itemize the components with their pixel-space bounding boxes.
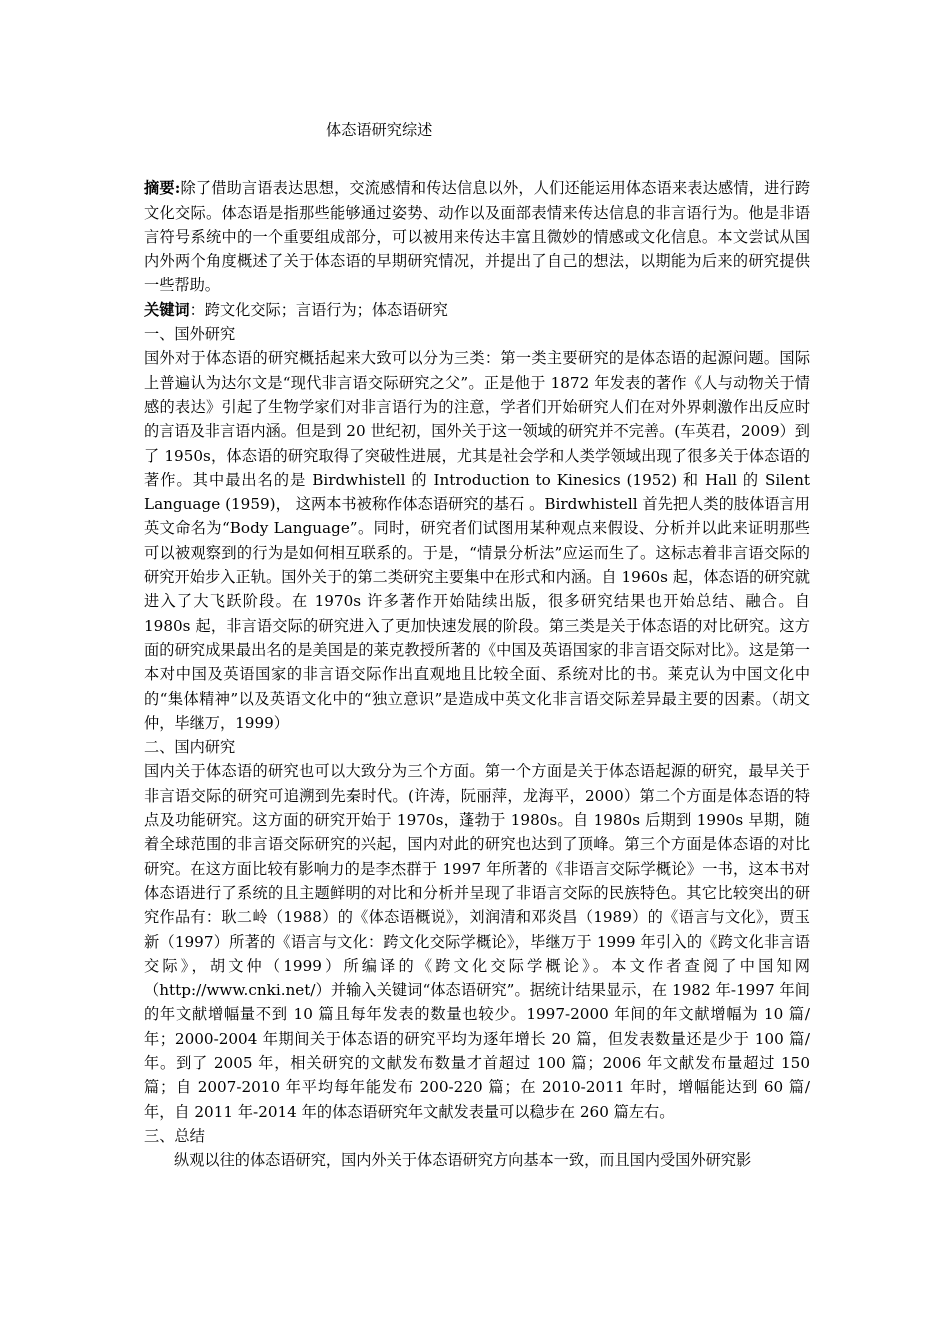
keywords-text: ：跨文化交际；言语行为；体态语研究 bbox=[189, 300, 448, 319]
section-heading-summary: 三、总结 bbox=[144, 1126, 205, 1145]
keywords-paragraph bbox=[144, 298, 810, 322]
section-heading-domestic: 二、国内研究 bbox=[144, 738, 236, 757]
keywords-label: 关键词 bbox=[144, 300, 190, 319]
abstract-label: 摘要: bbox=[144, 179, 181, 198]
section-body-summary: 纵观以往的体态语研究，国内外关于体态语研究方向基本一致，而且国内受国外研究影 bbox=[174, 1151, 752, 1170]
section-body-domestic: 国内关于体态语的研究也可以大致分为三个方面。第一个方面是关于体态语起源的研究，最早关于非言语交际的研究可追溯到先秦时代。(许涛，阮丽萍，龙海平，2000）第二个方面是体态语的特点及功能研究。这方面的研究开始于 1970s，蓬勃于 1980s。自 1980s 后期到 1990s 早期，随着全球范围的非言语交际研究的兴起，国内对此的研究也达到了顶峰。第三个方面是体态语的对比研究。在这方面比较有影响力的是李杰群于 1997 年所著的《非语言交际学概论》一书，这本书对体态语进行了系统的且主题鲜明的对比和分析并呈现了非语言交际的民族特色。其它比较突出的研究作品有：耿二岭（1988）的《体态语概说》，刘润清和邓炎昌（1989）的《语言与文化》，贾玉新（1997）所著的《语言与文化：跨文化交际学概论》，毕继万于 1999 年引入的《跨文化非言语交际》，胡文仲（1999）所编译的《跨文化交际学概论》。本文作者查阅了中国知网（http://www.cnki.net/）并输入关键词“体态语研究”。据统计结果显示，在 1982 年-1997 年间的年文献增幅量不到 10 篇且每年发表的数量也较少。1997-2000 年间的年文献增幅为 10 篇/年；2000-2004 年期间关于体态语的研究平均为逐年增长 20 篇，但发表数量还是少于 100 篇/年。到了 2005 年，相关研究的文献发布数量才首超过 100 篇；2006 年文献发布量超过 150 篇；自 2007-2010 年平均每年能发布 200-220 篇；在 2010-2011 年时，增幅能达到 60 篇/年，自 2011 年-2014 年的体态语研究年文献发表量可以稳步在 260 篇左右。 bbox=[144, 762, 810, 1121]
abstract-text: 除了借助言语表达思想，交流感情和传达信息以外，人们还能运用体态语来表达感情，进行跨文化交际。体态语是指那些能够通过姿势、动作以及面部表情来传达信息的非言语行为。他是非语言符号系统中的一个重要组成部分，可以被用来传达丰富且微妙的情感或文化信息。本文尝试从国内外两个角度概述了关于体态语的早期研究情况，并提出了自己的想法，以期能为后来的研究提供一些帮助。 bbox=[144, 179, 811, 295]
document-page bbox=[144, 118, 810, 1172]
abstract-paragraph bbox=[144, 176, 810, 297]
section-heading-foreign: 一、国外研究 bbox=[144, 325, 236, 344]
section-body-foreign: 国外对于体态语的研究概括起来大致可以分为三类：第一类主要研究的是体态语的起源问题。国际上普遍认为达尔文是“现代非言语交际研究之父”。正是他于 1872 年发表的著作《人与动物关于情感的表达》引起了生物学家们对非言语行为的注意，学者们开始研究人们在对外界刺激作出反应时的言语及非言语内涵。但是到 20 世纪初，国外关于这一领域的研究并不完善。(车英君，2009）到了 1950s，体态语的研究取得了突破性进展，尤其是社会学和人类学领域出现了很多关于体态语的著作。其中最出名的是 Birdwhistell 的 Introduction to Kinesics (1952) 和 Hall 的 Silent Language (1959)， 这两本书被称作体态语研究的基石 。Birdwhistell 首先把人类的肢体语言用英文命名为“Body Language”。同时，研究者们试图用某种观点来假设、分析并以此来证明那些可以被观察到的行为是如何相互联系的。于是，“情景分析法”应运而生了。这标志着非言语交际的研究开始步入正轨。国外关于的第二类研究主要集中在形式和内涵。自 1960s 起，体态语的研究就进入了大飞跃阶段。在 1970s 许多著作开始陆续出版，很多研究结果也开始总结、融合。自 1980s 起，非言语交际的研究进入了更加快速发展的阶段。第三类是关于体态语的对比研究。这方面的研究成果最出名的是美国是的莱克教授所著的《中国及英语国家的非言语交际对比》。这是第一本对中国及英语国家的非言语交际作出直观地且比较全面、系统对比的书。莱克认为中国文化中的“集体精神”以及英语文化中的“独立意识”是造成中英文化非言语交际差异最主要的因素。（胡文仲，毕继万，1999） bbox=[144, 349, 810, 732]
document-title: 体态语研究综述 bbox=[326, 121, 433, 139]
